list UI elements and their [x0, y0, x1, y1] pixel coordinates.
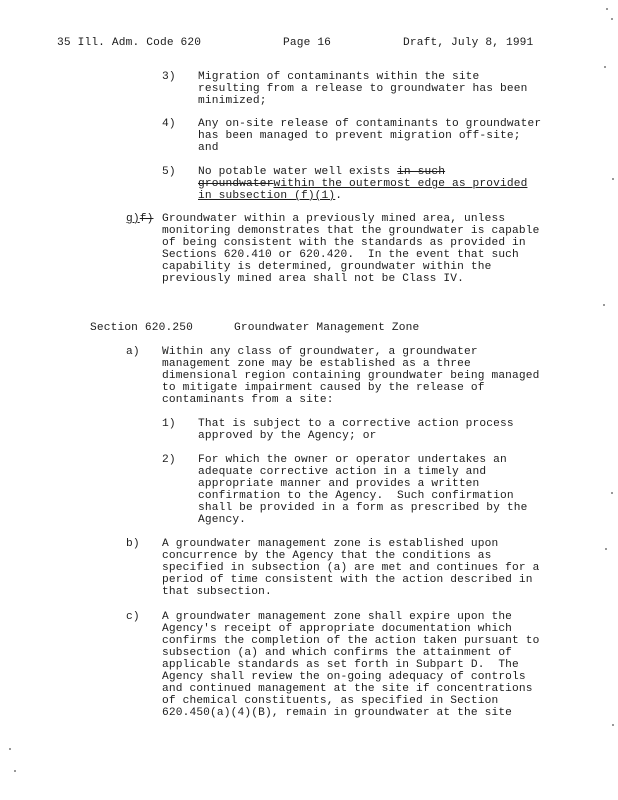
- header-draft-date: Draft, July 8, 1991: [403, 37, 534, 49]
- para-g-line: capability is determined, groundwater within the: [162, 261, 492, 273]
- item-5-number: 5): [162, 166, 176, 178]
- para-g-line: monitoring demonstrates that the groundwater is capable: [162, 225, 540, 237]
- para-b-label: b): [126, 538, 140, 550]
- scan-speck: [611, 492, 613, 494]
- item-4-number: 4): [162, 118, 176, 130]
- para-c-line: and continued management at the site if concentrations: [162, 683, 533, 695]
- item-5-inserted-text: in subsection (f)(1): [198, 190, 336, 202]
- para-g-label-new: g): [126, 213, 140, 225]
- para-b-line: period of time consistent with the action described in: [162, 574, 533, 586]
- item-5-plain-text: No potable water well exists: [198, 166, 398, 178]
- para-c-line: A groundwater management zone shall expire upon the: [162, 611, 513, 623]
- para-a-line: to mitigate impairment caused by the release of: [162, 382, 485, 394]
- section-number: Section 620.250: [90, 322, 193, 334]
- para-b-line: concurrence by the Agency that the conditions as: [162, 550, 492, 562]
- para-a-sub-2-line: adequate corrective action in a timely and: [198, 466, 487, 478]
- para-c-line: Agency shall review the on-going adequacy of controls: [162, 671, 526, 683]
- para-g-line: previously mined area shall not be Class IV.: [162, 273, 464, 285]
- item-4-line: has been managed to prevent migration off-site;: [198, 130, 521, 142]
- scan-speck: [605, 548, 607, 550]
- item-4-line: Any on-site release of contaminants to groundwater: [198, 118, 542, 130]
- para-c-line: confirms the completion of the action taken pursuant to: [162, 635, 540, 647]
- para-c-line: applicable standards as set forth in Subpart D. The: [162, 659, 519, 671]
- item-4-line: and: [198, 142, 219, 154]
- para-a-sub-2-line: For which the owner or operator undertakes an: [198, 454, 507, 466]
- para-a-sub-1-line: approved by the Agency; or: [198, 430, 377, 442]
- para-g-line: Groundwater within a previously mined area, unless: [162, 213, 506, 225]
- para-a-sub-1-number: 1): [162, 418, 176, 430]
- header-page-number: Page 16: [283, 37, 332, 49]
- para-a-sub-2-number: 2): [162, 454, 176, 466]
- scan-speck: [14, 770, 16, 772]
- item-5-deleted-text: in such: [397, 166, 446, 178]
- para-c-line: Agency's receipt of appropriate documentation which: [162, 623, 513, 635]
- para-a-label: a): [126, 346, 140, 358]
- para-a-sub-2-line: shall be provided in a form as prescribed by the: [198, 502, 528, 514]
- para-a-sub-2-line: Agency.: [198, 514, 247, 526]
- item-5-inserted-text: within the outermost edge as provided: [273, 178, 528, 190]
- item-3-line: minimized;: [198, 95, 267, 107]
- para-a-line: Within any class of groundwater, a groundwater: [162, 346, 478, 358]
- scan-speck: [612, 178, 614, 180]
- para-b-line: A groundwater management zone is established upon: [162, 538, 499, 550]
- item-3-number: 3): [162, 71, 176, 83]
- item-5-deleted-text: groundwater: [198, 178, 274, 190]
- para-b-line: specified in subsection (a) are met and continues for a: [162, 562, 540, 574]
- scan-speck: [9, 748, 11, 750]
- para-b-line: that subsection.: [162, 586, 272, 598]
- item-5-line: [198, 166, 445, 178]
- para-c-line: subsection (a) and which confirms the attainment of: [162, 647, 513, 659]
- para-a-line: management zone may be established as a three: [162, 358, 471, 370]
- section-title: Groundwater Management Zone: [234, 322, 420, 334]
- para-a-line: dimensional region containing groundwater being managed: [162, 370, 540, 382]
- header-code: 35 Ill. Adm. Code 620: [57, 37, 202, 49]
- item-5-line: [198, 190, 342, 202]
- para-g-label-old: f): [139, 213, 154, 225]
- para-a-sub-2-line: confirmation to the Agency. Such confirmation: [198, 490, 514, 502]
- para-g-line: Sections 620.410 or 620.420. In the event that such: [162, 249, 519, 261]
- para-a-line: contaminants from a site:: [162, 394, 334, 406]
- para-c-line: 620.450(a)(4)(B), remain in groundwater at the site: [162, 707, 513, 719]
- para-a-sub-2-line: appropriate manner and provides a written: [198, 478, 480, 490]
- item-3-line: resulting from a release to groundwater has been: [198, 83, 528, 95]
- scan-speck: [604, 66, 606, 68]
- para-c-label: c): [126, 611, 140, 623]
- para-c-line: of chemical constituents, as specified in Section: [162, 695, 499, 707]
- para-g-label: [126, 213, 153, 225]
- scan-speck: [606, 8, 608, 10]
- scan-speck: [603, 304, 605, 306]
- para-g-line: of being consistent with the standards as provided in: [162, 237, 526, 249]
- item-5-period: .: [335, 190, 343, 202]
- item-3-line: Migration of contaminants within the site: [198, 71, 480, 83]
- para-a-sub-1-line: That is subject to a corrective action process: [198, 418, 514, 430]
- item-5-line: [198, 178, 527, 190]
- scan-speck: [611, 18, 613, 20]
- scan-speck: [612, 724, 614, 726]
